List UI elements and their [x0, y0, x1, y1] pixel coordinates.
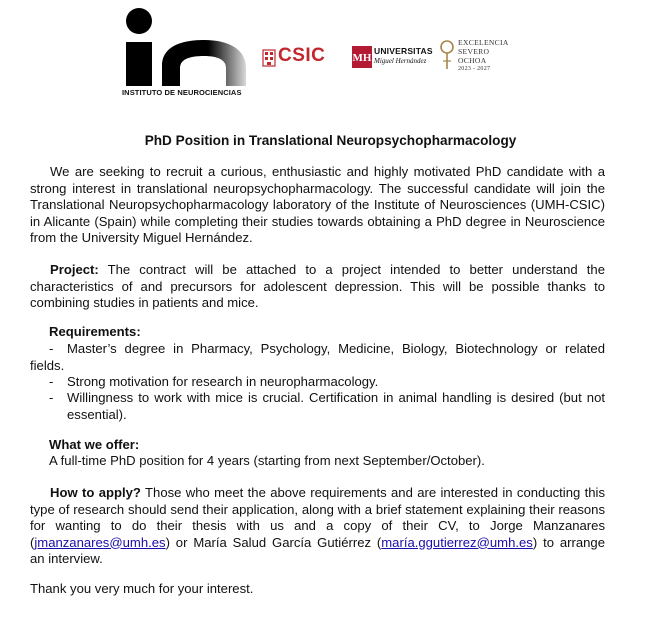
requirement-text: Strong motivation for research in neuropharmacology.	[67, 374, 379, 389]
project-text: The contract will be attached to a project intended to better understand the characteristics of and precursors for adolescent depression. This will be possible thanks to combining studies in patients and mice.	[30, 262, 605, 310]
csic-logo-text: CSIC	[278, 45, 326, 66]
severo-ochoa-line3: OCHOA	[458, 56, 487, 65]
intro-paragraph	[30, 164, 605, 247]
apply-paragraph	[30, 485, 605, 568]
apply-label: How to apply?	[50, 485, 141, 500]
apply-text-after: ) to arrange an interview.	[30, 534, 605, 566]
requirement-item-1	[30, 341, 605, 374]
requirements-heading: Requirements:	[49, 324, 141, 339]
email-link-jmanzanares[interactable]: jmanzanares@umh.es	[34, 534, 166, 550]
apply-text-before: Those who meet the above requirements and are interested in conducting this type of research should send their application, along with a brief statement explaining their reasons for wanting to do their thesis with us and a copy of their CV, to Jorge Manzanares (	[30, 485, 605, 550]
severo-ochoa-emblem-icon	[440, 40, 454, 70]
severo-ochoa-logo	[440, 36, 520, 76]
email-link-ggutierrez[interactable]: maría.ggutierrez@umh.es	[381, 534, 533, 550]
requirement-bullet: -	[49, 390, 54, 405]
requirement-bullet: -	[49, 341, 54, 356]
closing-text: Thank you very much for your interest.	[30, 581, 254, 596]
umh-emblem-icon	[352, 46, 372, 68]
severo-ochoa-line1: EXCELENCIA	[458, 38, 509, 47]
umh-logo-line2: Miguel Hernández	[374, 57, 427, 65]
institute-logo-mark	[122, 6, 247, 88]
project-label: Project:	[50, 262, 99, 277]
csic-logo	[262, 45, 342, 69]
csic-emblem-icon	[262, 49, 276, 67]
severo-ochoa-line2: SEVERO	[458, 47, 490, 56]
requirement-text: Willingness to work with mice is crucial. Certification in animal handling is desired (but not essential).	[67, 390, 605, 422]
institute-logo	[122, 6, 247, 100]
offer-heading: What we offer:	[49, 437, 140, 452]
offer-text: A full-time PhD position for 4 years (starting from next September/October).	[49, 453, 485, 468]
intro-text: We are seeking to recruit a curious, enthusiastic and highly motivated PhD candidate with a strong interest in translational neuropsychopharmacology. The successful candidate will join the Translational Neuropsychopharmacology laboratory of the Institute of Neurosciences (UMH-CSIC) in Alicante (Spain) while completing their studies towards obtaining a PhD degree in Neuroscience from the University Miguel Hernández.	[30, 164, 605, 245]
umh-emblem-monogram: MH	[352, 52, 372, 64]
requirement-text: Master’s degree in Pharmacy, Psychology, Medicine, Biology, Biotechnology or related fields.	[30, 341, 605, 373]
requirement-bullet: -	[49, 374, 54, 389]
umh-logo	[352, 44, 447, 70]
project-paragraph	[30, 262, 605, 312]
umh-logo-line1: UNIVERSITAS	[374, 46, 433, 56]
severo-ochoa-years: 2023 - 2027	[458, 66, 491, 72]
page-title: PhD Position in Translational Neuropsychopharmacology	[144, 133, 517, 148]
requirement-item-2	[30, 374, 605, 391]
requirement-item-3	[30, 390, 605, 423]
apply-text-middle: ) or María Salud García Gutiérrez (	[165, 534, 382, 550]
institute-logo-caption: INSTITUTO DE NEUROCIENCIAS	[122, 88, 242, 97]
